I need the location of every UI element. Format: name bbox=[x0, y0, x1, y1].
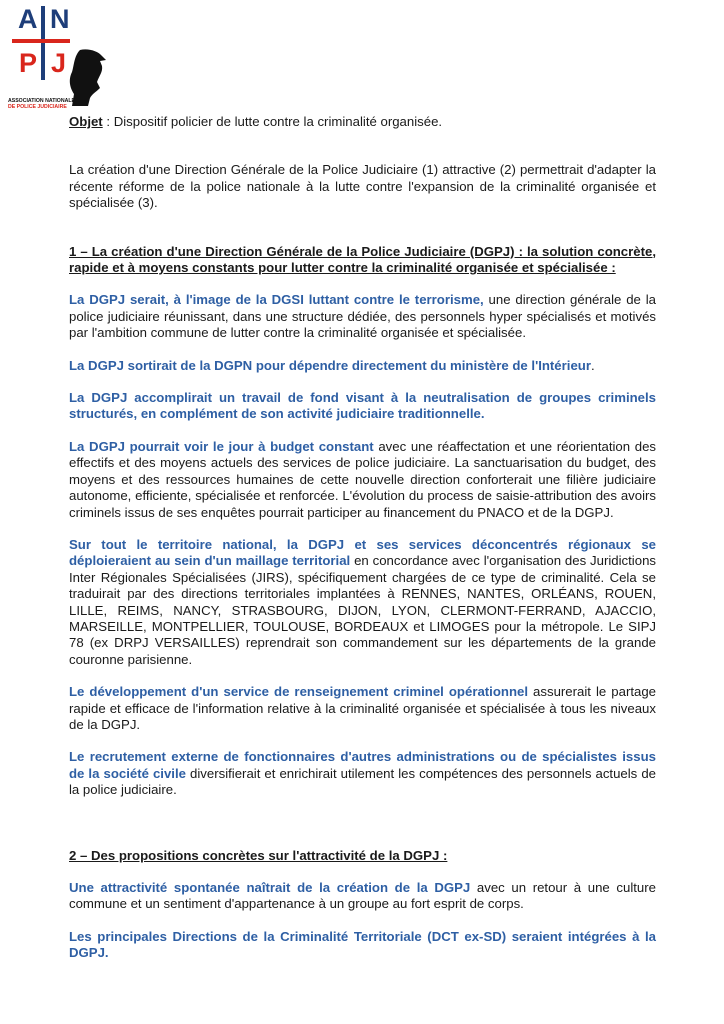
anpj-logo bbox=[8, 6, 120, 112]
intro-paragraph: La création d'une Direction Générale de la Police Judiciaire (1) attractive (2) permettrait d'adapter la récente réforme de la police nationale à la lutte contre l'expansion de la criminalité organisée et spécialisée (3). bbox=[69, 162, 656, 211]
s2-p1-text: avec un retour à une culture commune et un sentiment d'appartenance à un groupe au fort esprit de corps. bbox=[69, 880, 656, 912]
p3-highlight: La DGPJ accomplirait un travail de fond visant à la neutralisation de groupes criminels structurés, en complément de son activité judiciaire traditionnelle. bbox=[69, 390, 656, 422]
section1-paragraph-6 bbox=[69, 684, 656, 733]
section1-paragraph-2 bbox=[69, 358, 656, 374]
logo-vertical-bar bbox=[41, 6, 45, 80]
objet-line bbox=[69, 114, 656, 130]
p6-highlight: Le développement d'un service de renseignement criminel opérationnel bbox=[69, 684, 529, 700]
section2-paragraph-1 bbox=[69, 880, 656, 913]
objet-label: Objet bbox=[69, 114, 103, 129]
p7-highlight: Le recrutement externe de fonctionnaires d'autres administrations ou de spécialistes issus de la société civile bbox=[69, 749, 656, 781]
logo-horizontal-bar bbox=[12, 39, 70, 43]
section1-heading: 1 – La création d'une Direction Générale de la Police Judiciaire (DGPJ) : la solution concrète, rapide et à moyens constants pour lutter contre la criminalité organisée et spécialisée : bbox=[69, 243, 656, 276]
logo-letter-a: A bbox=[18, 4, 39, 34]
section1-paragraph-7 bbox=[69, 749, 656, 798]
section1-paragraph-4 bbox=[69, 439, 656, 521]
logo-letter-p: P bbox=[19, 48, 38, 78]
s2-p2-highlight: Les principales Directions de la Criminalité Territoriale (DCT ex-SD) seraient intégrées à la DGPJ. bbox=[69, 928, 656, 961]
p7-text: diversifierait et enrichirait utilement les compétences des personnels actuels de la police judiciaire. bbox=[69, 765, 656, 798]
section1-paragraph-3 bbox=[69, 390, 656, 423]
objet-text: : Dispositif policier de lutte contre la criminalité organisée. bbox=[102, 114, 443, 129]
logo-letter-j: J bbox=[51, 48, 67, 78]
p5-text: en concordance avec l'organisation des Juridictions Inter Régionales Spécialisées (JIRS), spécifiquement chargées de ce type de criminalité. Cela se traduirait par des directions territoriales implantées à RENNES, NANTES, ORLÉANS, ROUEN, LILLE, REIMS, NANCY, STRASBOURG, DIJON, LYON, CLERMONT-FERRAND, AJACCIO, MARSEILLE, MONTPELLIER, TOULOUSE, BORDEAUX et LIMOGES pour la métropole. Le SIPJ 78 (ex DRPJ VERSAILLES) reprendrait son commandement sur les départements de la grande couronne parisienne. bbox=[69, 553, 656, 667]
logo-subtitle-line1: ASSOCIATION NATIONALE bbox=[8, 98, 75, 104]
p4-text: avec une réaffectation et une réorientation des effectifs et des moyens actuels des services de police judiciaire. La sanctuarisation du budget, des moyens et des ressources humaines de cette nouvelle direction conforterait une filière judiciaire autonome, efficiente, spécialisée et renforcée. L'évolution du process de saisie-attribution des avoirs criminels issus de ses enquêtes pourrait participer au financement du PNACO et de la DGPJ. bbox=[69, 438, 657, 520]
section2-paragraph-2 bbox=[69, 929, 656, 962]
p4-highlight: La DGPJ pourrait voir le jour à budget constant bbox=[69, 438, 374, 454]
p1-text: une direction générale de la police judiciaire réunissant, dans une structure dédiée, des personnels hyper spécialisés et motivés par l'ambition commune de lutter contre la criminalité organisée et spécialisée. bbox=[69, 292, 656, 341]
section1-paragraph-1 bbox=[69, 292, 656, 341]
p1-highlight: La DGPJ serait, à l'image de la DGSI luttant contre le terrorisme, bbox=[69, 292, 484, 308]
section1-paragraph-5 bbox=[69, 537, 656, 668]
p6-text: assurerait le partage rapide et efficace de l'information relative à la criminalité organisée et spécialisée à tous les niveaux de la DGPJ. bbox=[69, 684, 657, 732]
logo-letter-n: N bbox=[50, 4, 70, 34]
p2-highlight: La DGPJ sortirait de la DGPN pour dépendre directement du ministère de l'Intérieur bbox=[69, 357, 591, 373]
p5-highlight: Sur tout le territoire national, la DGPJ et ses services déconcentrés régionaux se déploieraient au sein d'un maillage territorial bbox=[69, 536, 656, 569]
section2-heading: 2 – Des propositions concrètes sur l'attractivité de la DGPJ : bbox=[69, 847, 448, 863]
letter-body bbox=[69, 114, 656, 962]
p2-text: . bbox=[590, 357, 595, 373]
logo-subtitle-line2: DE POLICE JUDICIAIRE bbox=[8, 104, 67, 110]
s2-p1-highlight: Une attractivité spontanée naîtrait de la création de la DGPJ bbox=[69, 880, 471, 895]
